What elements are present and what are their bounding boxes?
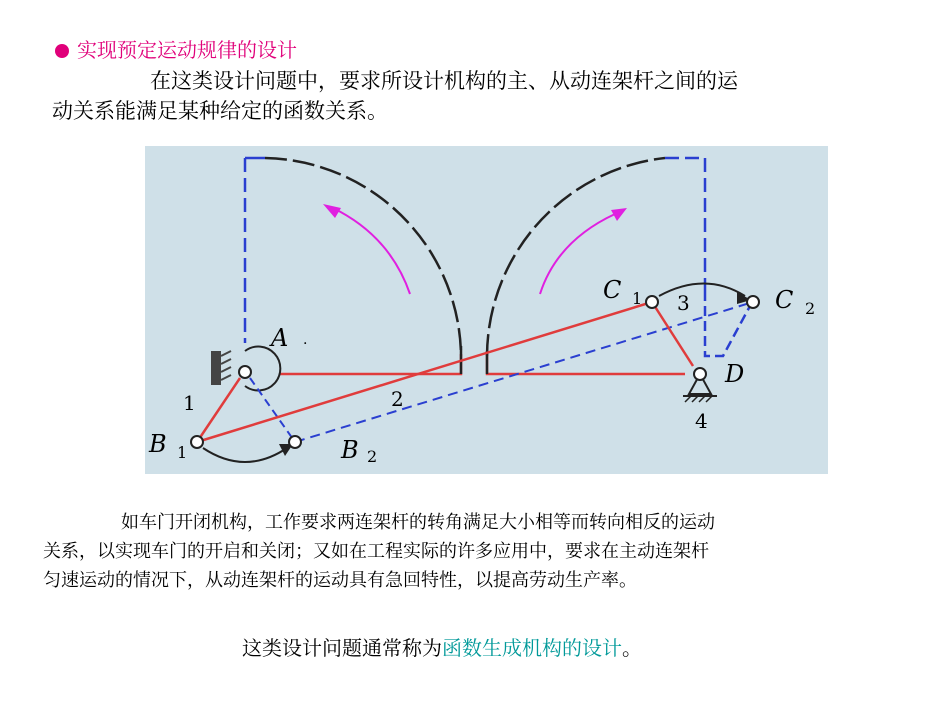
label-link-4: 4 <box>695 409 708 433</box>
intro-line-1: 在这类设计问题中，要求所设计机构的主、从动连架杆之间的运 <box>150 69 738 93</box>
label-link-1: 1 <box>183 391 196 415</box>
door-mechanism-diagram <box>145 146 828 474</box>
label-d: D <box>725 360 745 388</box>
label-b2-sub: 2 <box>367 447 378 466</box>
section-heading <box>55 34 297 63</box>
label-link-2: 2 <box>391 387 404 411</box>
example-paragraph <box>43 508 933 595</box>
label-b1-sub: 1 <box>177 443 188 462</box>
label-b2-letter: B <box>341 436 359 464</box>
label-c2-sub: 2 <box>805 299 816 318</box>
example-line-2: 关系，以实现车门的开启和关闭；又如在工程实际的许多应用中，要求在主动连架杆 <box>43 541 709 562</box>
pivot-a-ground <box>211 351 221 385</box>
pivot-d-joint <box>694 368 706 380</box>
label-c1-sub: 1 <box>632 289 643 308</box>
pivot-a-joint <box>239 366 251 378</box>
bullet-icon <box>55 44 69 58</box>
label-c1-letter: C <box>603 276 622 304</box>
label-a-dot: . <box>303 332 308 348</box>
summary-line <box>242 632 642 661</box>
example-line-3: 匀速运动的情况下，从动连架杆的运动具有急回特性，以提高劳动生产率。 <box>43 570 637 591</box>
label-link-3: 3 <box>677 291 690 315</box>
joint-c1 <box>646 296 658 308</box>
section-heading-text: 实现预定运动规律的设计 <box>77 38 297 62</box>
joint-b1 <box>191 436 203 448</box>
intro-paragraph <box>52 66 912 126</box>
intro-line-2: 动关系能满足某种给定的函数关系。 <box>52 99 388 123</box>
summary-highlight: 函数生成机构的设计 <box>442 636 622 660</box>
example-line-1: 如车门开闭机构，工作要求两连架杆的转角满足大小相等而转向相反的运动 <box>121 512 715 533</box>
summary-prefix: 这类设计问题通常称为 <box>242 636 442 660</box>
joint-b2 <box>289 436 301 448</box>
mechanism-svg <box>145 146 828 474</box>
summary-suffix: 。 <box>622 636 642 660</box>
joint-c2 <box>747 296 759 308</box>
label-c2-letter: C <box>775 286 794 314</box>
label-a: A <box>271 324 289 352</box>
label-b1-letter: B <box>149 430 167 458</box>
